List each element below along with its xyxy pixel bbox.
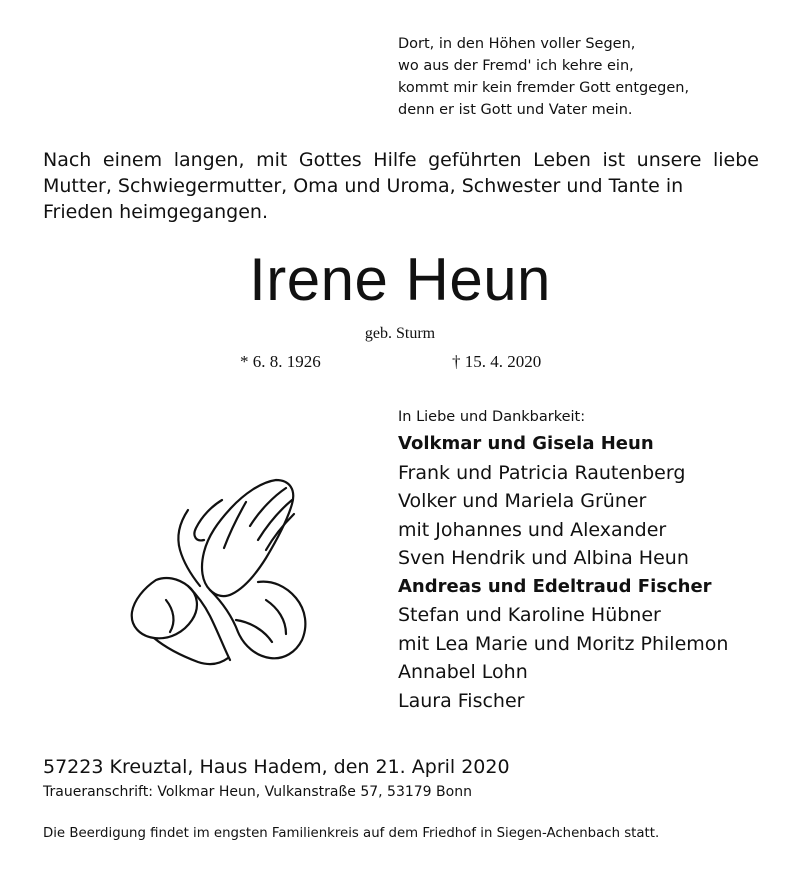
death-date: † 15. 4. 2020 — [452, 352, 542, 371]
mourner-line: Stefan und Karoline Hübner — [398, 604, 661, 626]
mourner-line: Volkmar und Gisela Heun — [398, 433, 654, 454]
poem-line: denn er ist Gott und Vater mein. — [398, 102, 633, 118]
praying-hands-icon — [126, 470, 316, 670]
mourners-list — [398, 404, 728, 715]
place-date: 57223 Kreuztal, Haus Hadem, den 21. April 2020 — [43, 756, 510, 778]
mourner-line: Andreas und Edeltraud Fischer — [398, 575, 712, 597]
intro-text-main: Nach einem langen, mit Gottes Hilfe geführten Leben ist unsere liebe Mutter, Schwiegermutter, Oma und Uroma, Schwester und Tante in — [43, 149, 759, 197]
deceased-name: Irene Heun — [249, 246, 551, 313]
poem-line: kommt mir kein fremder Gott entgegen, — [398, 80, 690, 96]
mourner-line: Frank und Patricia Rautenberg — [398, 461, 686, 484]
poem — [398, 33, 689, 121]
mourner-line: Volker und Mariela Grüner — [398, 490, 647, 512]
mourner-line: Laura Fischer — [398, 689, 525, 712]
poem-line: Dort, in den Höhen voller Segen, — [398, 36, 636, 52]
mourner-line: mit Lea Marie und Moritz Philemon — [398, 632, 729, 655]
mourner-line: Sven Hendrik und Albina Heun — [398, 547, 689, 569]
funeral-note: Die Beerdigung findet im engsten Familienkreis auf dem Friedhof in Siegen-Achenbach statt. — [43, 826, 660, 841]
mourner-line: Annabel Lohn — [398, 661, 528, 683]
intro-text — [43, 147, 759, 225]
mourners-lead: In Liebe und Dankbarkeit: — [398, 409, 586, 425]
poem-line: wo aus der Fremd' ich kehre ein, — [398, 58, 634, 74]
mourning-address: Traueranschrift: Volkmar Heun, Vulkanstraße 57, 53179 Bonn — [43, 784, 472, 800]
born-name: geb. Sturm — [364, 325, 436, 342]
mourner-line: mit Johannes und Alexander — [398, 518, 667, 541]
intro-text-last-line: Frieden heimgegangen. — [43, 201, 269, 223]
birth-date: * 6. 8. 1926 — [240, 352, 321, 371]
